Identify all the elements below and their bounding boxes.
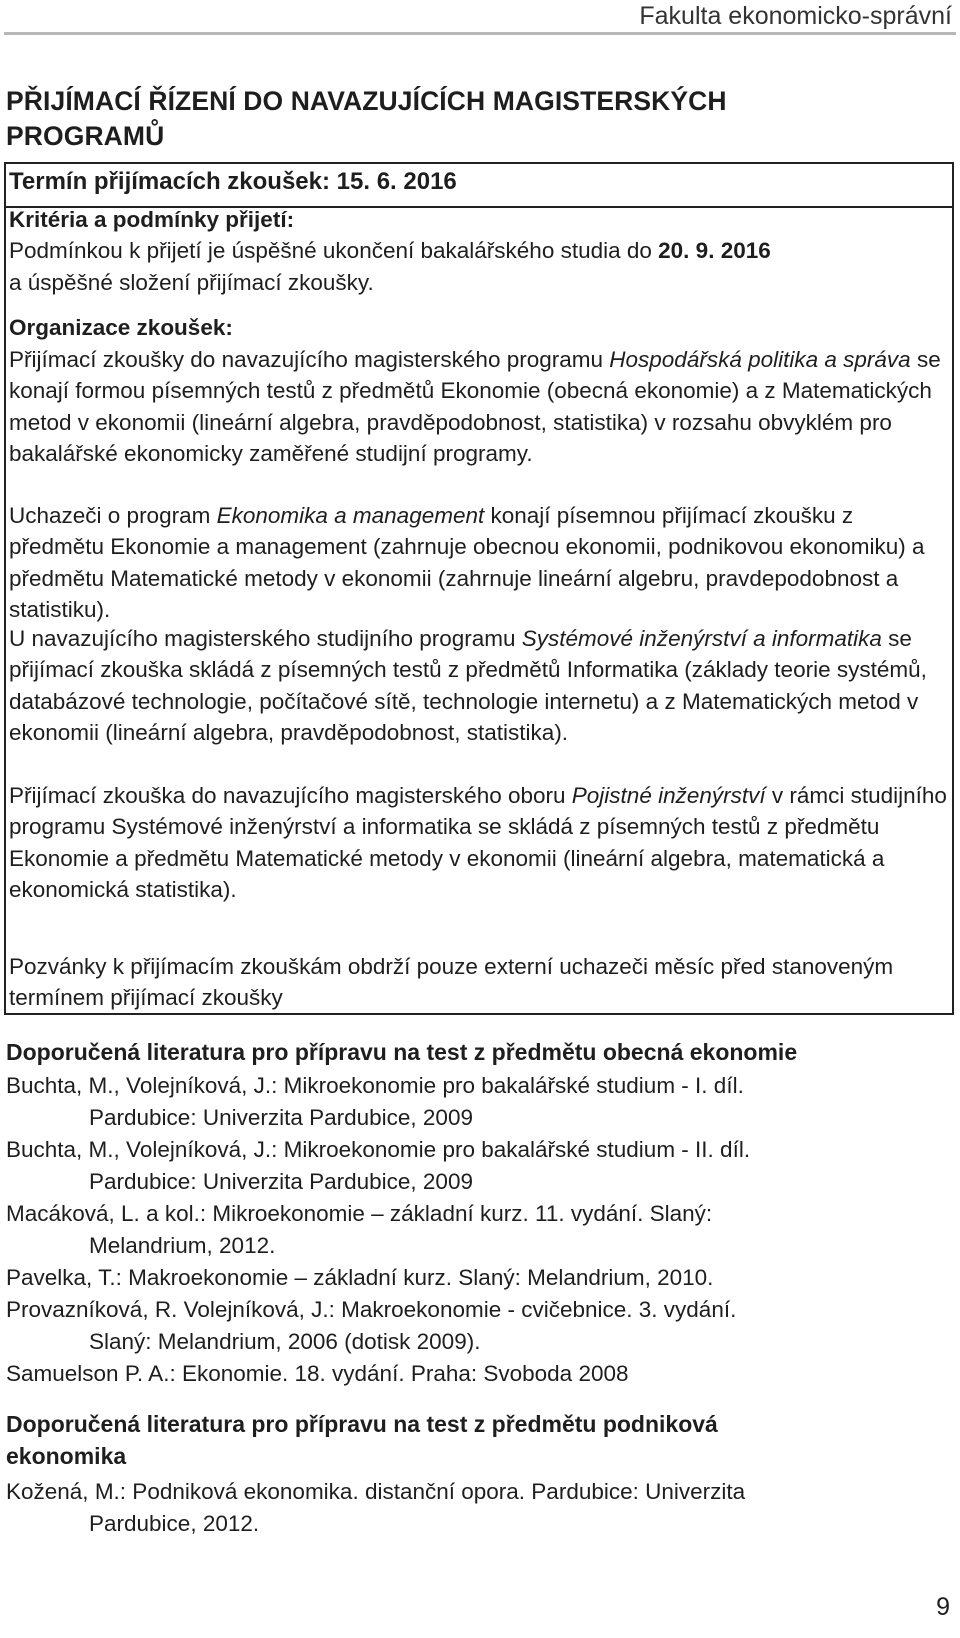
p2-program-name: Ekonomika a management: [216, 503, 485, 528]
header-divider: [4, 32, 956, 35]
criteria-text-b: a úspěšné složení přijímací zkoušky.: [9, 269, 374, 295]
literature-item-line-2: Pardubice, 2012.: [89, 1511, 260, 1536]
literature-item-line-1: Buchta, M., Volejníková, J.: Mikroekonomie pro bakalářské studium - I. díl.: [6, 1073, 744, 1098]
literature-item: [6, 1476, 946, 1540]
literature-list-general-economics: [6, 1070, 946, 1390]
p1-text-a: Přijímací zkoušky do navazujícího magisterského programu: [9, 347, 610, 372]
literature-item-line-2: Slaný: Melandrium, 2006 (dotisk 2009).: [89, 1329, 481, 1354]
p3-program-name: Systémové inženýrství a informatika: [521, 626, 882, 651]
literature-item-line-2: Pardubice: Univerzita Pardubice, 2009: [89, 1105, 473, 1130]
literature-item-line-1: Buchta, M., Volejníková, J.: Mikroekonomie pro bakalářské studium - II. díl.: [6, 1137, 751, 1162]
paragraph-hospodarska: [9, 344, 949, 469]
p3-text-b: se přijímací zkouška skládá z písemných testů z předmětů Informatika (základy teorie systémů, databázové technologie, počítačové sítě, technologie internetu) a z Matematických metod v ekonomii (lineární algebra, pravděpodobnost, statistika).: [9, 626, 927, 745]
p4-text-b: v rámci studijního programu Systémové inženýrství a informatika se skládá z písemných testů z předmětu Ekonomie a předmětu Matematické metody v ekonomii (lineární algebra, matematická a ekonomická statistika).: [9, 783, 947, 902]
literature-item-line-1: Macáková, L. a kol.: Mikroekonomie – základní kurz. 11. vydání. Slaný:: [6, 1201, 713, 1226]
criteria-heading: Kritéria a podmínky přijetí:: [9, 207, 295, 232]
literature-heading-business-economics: [6, 1408, 956, 1472]
literature-item-line-1: Samuelson P. A.: Ekonomie. 18. vydání. Praha: Svoboda 2008: [6, 1361, 629, 1386]
criteria-text: [9, 235, 949, 266]
literature-item-line-2: Pardubice: Univerzita Pardubice, 2009: [89, 1169, 473, 1194]
page-number: 9: [936, 1593, 950, 1621]
p4-text-a: Přijímací zkouška do navazujícího magisterského oboru: [9, 783, 572, 808]
p1-text-b: se konají formou písemných testů z předmětů Ekonomie (obecná ekonomie) a z Matematických metod v ekonomii (lineární algebra, pravděpodobnost, statistika) v rozsahu obvyklém pro bakalářské ekonomicky zaměřené studijní programy.: [9, 347, 941, 466]
page-title-line-2: PROGRAMŮ: [6, 121, 165, 151]
literature-item-line-1: Kožená, M.: Podniková ekonomika. distanční opora. Pardubice: Univerzita: [6, 1479, 746, 1504]
p3-text-a: U navazujícího magisterského studijního programu: [9, 626, 522, 651]
page-title-line-1: PŘIJÍMACÍ ŘÍZENÍ DO NAVAZUJÍCÍCH MAGISTERSKÝCH: [6, 86, 727, 116]
literature-item: [6, 1294, 946, 1358]
criteria-section: [9, 204, 949, 298]
literature-item: [6, 1198, 946, 1262]
faculty-header: Fakulta ekonomicko-správní: [639, 2, 952, 30]
literature-heading-general-economics: Doporučená literatura pro přípravu na test z předmětu obecná ekonomie: [6, 1039, 798, 1065]
literature-heading-line-1: Doporučená literatura pro přípravu na test z předmětu podniková: [6, 1411, 718, 1437]
literature-heading-line-2: ekonomika: [6, 1443, 127, 1469]
paragraph-pojistne: [9, 780, 949, 905]
literature-item: [6, 1070, 946, 1134]
paragraph-ekonomika: [9, 500, 949, 625]
literature-item-line-1: Provazníková, R. Volejníková, J.: Makroekonomie - cvičebnice. 3. vydání.: [6, 1297, 737, 1322]
literature-item: [6, 1358, 946, 1390]
literature-item-line-1: Pavelka, T.: Makroekonomie – základní kurz. Slaný: Melandrium, 2010.: [6, 1265, 714, 1290]
p2-text-b: konají písemnou přijímací zkoušku z předmětu Ekonomie a management (zahrnuje obecnou ekonomii, podnikovou ekonomiku) a předmětu Matematické metody v ekonomii (zahrnuje lineární algebru, pravdepodobnost a statistiku).: [9, 503, 925, 622]
p4-program-name: Pojistné inženýrství: [571, 783, 766, 808]
literature-list-business-economics: [6, 1476, 946, 1540]
p2-text-a: Uchazeči o program: [9, 503, 217, 528]
literature-item: [6, 1262, 946, 1294]
organization-heading-text: Organizace zkoušek:: [9, 315, 233, 340]
literature-item-line-2: Melandrium, 2012.: [89, 1233, 276, 1258]
exam-date: Termín přijímacích zkoušek: 15. 6. 2016: [9, 168, 457, 195]
p1-program-name: Hospodářská politika a správa: [609, 347, 911, 372]
paragraph-systemove: [9, 623, 949, 748]
literature-item: [6, 1134, 946, 1198]
paragraph-invitations: Pozvánky k přijímacím zkouškám obdrží pouze externí uchazeči měsíc před stanoveným termínem přijímací zkoušky: [9, 954, 894, 1011]
page-title: [6, 84, 906, 154]
criteria-text-a: Podmínkou k přijetí je úspěšné ukončení bakalářského studia do: [9, 238, 659, 264]
criteria-date: 20. 9. 2016: [658, 238, 771, 264]
organization-heading: [9, 312, 949, 343]
